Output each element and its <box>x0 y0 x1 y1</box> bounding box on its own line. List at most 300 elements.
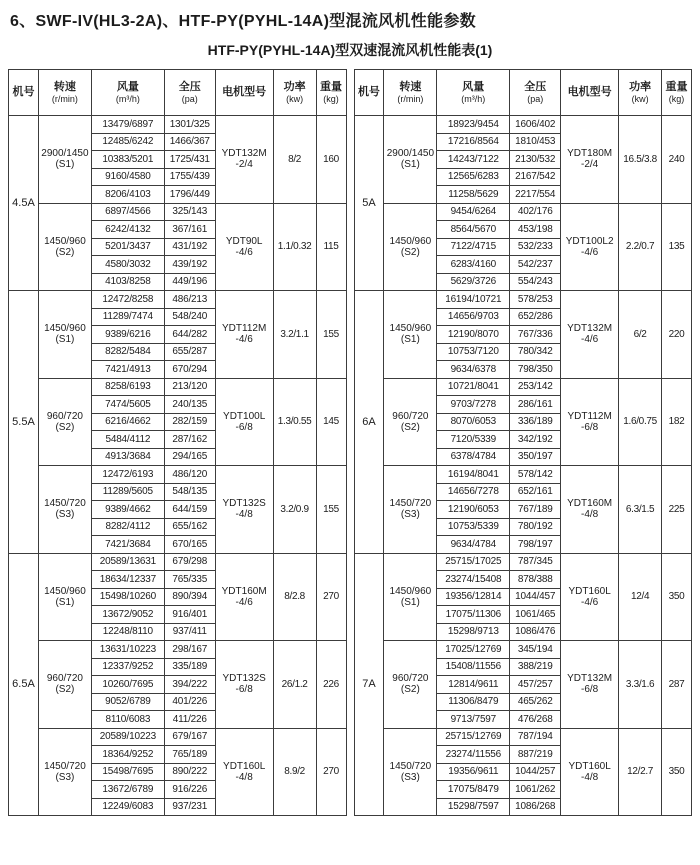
col-header-unit: (r/min) <box>51 93 78 104</box>
flow-cell: 4580/3032 <box>91 256 164 274</box>
weight-cell: 240 <box>662 116 692 204</box>
speed-note: (S3) <box>400 771 420 783</box>
speed-value: 2900/1450 <box>386 148 435 160</box>
weight-cell: 350 <box>662 728 692 816</box>
col-header-unit: (kg) <box>668 93 685 104</box>
speed-note: (S2) <box>400 246 420 258</box>
flow-cell: 10383/5201 <box>91 151 164 169</box>
speed-note: (S3) <box>400 509 420 521</box>
motor-cell <box>561 203 619 291</box>
speed-cell <box>38 378 91 466</box>
speed-value: 960/720 <box>46 673 83 685</box>
flow-cell: 12190/8070 <box>437 326 510 344</box>
pressure-cell: 548/240 <box>164 308 215 326</box>
col-header-label: 机号 <box>12 86 35 99</box>
performance-table-left <box>8 69 347 816</box>
pressure-cell: 453/198 <box>510 221 561 239</box>
pressure-cell: 2167/542 <box>510 168 561 186</box>
pressure-cell: 916/226 <box>164 781 215 799</box>
flow-cell: 13631/10223 <box>91 641 164 659</box>
flow-cell: 6897/4566 <box>91 203 164 221</box>
pressure-cell: 937/411 <box>164 623 215 641</box>
flow-cell: 11289/5605 <box>91 483 164 501</box>
motor-cell <box>561 291 619 379</box>
motor-poles: -6/8 <box>235 421 253 433</box>
speed-cell <box>38 553 91 641</box>
weight-cell: 182 <box>662 378 692 466</box>
table-row <box>354 116 692 134</box>
pressure-cell: 431/192 <box>164 238 215 256</box>
motor-cell <box>561 378 619 466</box>
flow-cell: 20589/13631 <box>91 553 164 571</box>
table-row <box>354 553 692 571</box>
col-header-label: 功率 <box>629 81 652 93</box>
table-row <box>354 203 692 221</box>
speed-cell <box>38 728 91 816</box>
weight-cell: 350 <box>662 553 692 641</box>
speed-value: 1450/960 <box>389 235 432 247</box>
col-header-4 <box>215 70 273 116</box>
flow-cell: 12814/9611 <box>437 676 510 694</box>
pressure-cell: 1044/257 <box>510 763 561 781</box>
flow-cell: 7474/5605 <box>91 396 164 414</box>
pressure-cell: 2130/532 <box>510 151 561 169</box>
flow-cell: 17216/8564 <box>437 133 510 151</box>
model-cell: 6A <box>354 291 384 554</box>
pressure-cell: 439/192 <box>164 256 215 274</box>
speed-cell <box>384 728 437 816</box>
header-row <box>9 70 347 116</box>
table-row <box>9 291 347 309</box>
speed-value: 1450/720 <box>389 760 432 772</box>
pressure-cell: 350/197 <box>510 448 561 466</box>
pressure-cell: 388/219 <box>510 658 561 676</box>
motor-model: YDT132S <box>222 498 266 510</box>
table-row <box>9 116 347 134</box>
flow-cell: 10260/7695 <box>91 676 164 694</box>
col-header-3 <box>164 70 215 116</box>
table-row <box>354 466 692 484</box>
motor-poles: -6/8 <box>235 684 253 696</box>
speed-cell <box>384 378 437 466</box>
col-header-unit: (m³/h) <box>115 93 140 104</box>
motor-poles: -4/8 <box>235 771 253 783</box>
speed-cell <box>384 553 437 641</box>
weight-cell: 270 <box>316 553 346 641</box>
speed-note: (S1) <box>55 334 75 346</box>
flow-cell: 5629/3726 <box>437 273 510 291</box>
flow-cell: 8282/5484 <box>91 343 164 361</box>
pressure-cell: 1606/402 <box>510 116 561 134</box>
flow-cell: 14656/9703 <box>437 308 510 326</box>
flow-cell: 7120/5339 <box>437 431 510 449</box>
pressure-cell: 1755/439 <box>164 168 215 186</box>
pressure-cell: 679/298 <box>164 553 215 571</box>
page-title: 6、SWF-IV(HL3-2A)、HTF-PY(PYHL-14A)型混流风机性能参数 <box>10 13 476 30</box>
flow-cell: 6242/4132 <box>91 221 164 239</box>
pressure-cell: 411/226 <box>164 711 215 729</box>
speed-cell <box>38 291 91 379</box>
flow-cell: 12190/6053 <box>437 501 510 519</box>
weight-cell: 225 <box>662 466 692 554</box>
table-row <box>9 466 347 484</box>
power-cell: 8/2.8 <box>273 553 316 641</box>
speed-cell <box>38 116 91 204</box>
motor-cell <box>215 116 273 204</box>
weight-cell: 145 <box>316 378 346 466</box>
pressure-cell: 286/161 <box>510 396 561 414</box>
flow-cell: 9389/6216 <box>91 326 164 344</box>
power-cell: 3.2/0.9 <box>273 466 316 554</box>
flow-cell: 20589/10223 <box>91 728 164 746</box>
weight-cell: 115 <box>316 203 346 291</box>
flow-cell: 5201/3437 <box>91 238 164 256</box>
motor-model: YDT132M <box>221 148 267 160</box>
motor-cell <box>561 116 619 204</box>
motor-model: YDT100L <box>223 410 266 422</box>
pressure-cell: 787/194 <box>510 728 561 746</box>
col-header-0 <box>354 70 384 116</box>
pressure-cell: 1466/367 <box>164 133 215 151</box>
col-header-label: 转速 <box>53 81 76 93</box>
pressure-cell: 345/194 <box>510 641 561 659</box>
speed-value: 960/720 <box>392 673 429 685</box>
flow-cell: 15298/7597 <box>437 798 510 816</box>
col-header-6 <box>662 70 692 116</box>
pressure-cell: 294/165 <box>164 448 215 466</box>
pressure-cell: 465/262 <box>510 693 561 711</box>
speed-cell <box>384 203 437 291</box>
speed-note: (S2) <box>55 684 75 696</box>
motor-model: YDT180M <box>567 148 613 160</box>
motor-cell <box>215 466 273 554</box>
motor-cell <box>215 291 273 379</box>
power-cell: 1.1/0.32 <box>273 203 316 291</box>
flow-cell: 14656/7278 <box>437 483 510 501</box>
col-header-5 <box>619 70 662 116</box>
flow-cell: 4103/8258 <box>91 273 164 291</box>
flow-cell: 15408/11556 <box>437 658 510 676</box>
pressure-cell: 1301/325 <box>164 116 215 134</box>
flow-cell: 11258/5629 <box>437 186 510 204</box>
flow-cell: 12565/6283 <box>437 168 510 186</box>
model-cell: 7A <box>354 553 384 816</box>
motor-cell <box>561 466 619 554</box>
flow-cell: 6378/4784 <box>437 448 510 466</box>
col-header-1 <box>38 70 91 116</box>
model-cell: 6.5A <box>9 553 39 816</box>
flow-cell: 4913/3684 <box>91 448 164 466</box>
speed-cell <box>384 291 437 379</box>
col-header-unit: (pa) <box>181 93 198 104</box>
flow-cell: 9052/6789 <box>91 693 164 711</box>
flow-cell: 9160/4580 <box>91 168 164 186</box>
speed-note: (S1) <box>55 159 75 171</box>
speed-cell <box>38 466 91 554</box>
power-cell: 8.9/2 <box>273 728 316 816</box>
flow-cell: 18634/12337 <box>91 571 164 589</box>
col-header-label: 转速 <box>399 81 422 93</box>
pressure-cell: 394/222 <box>164 676 215 694</box>
motor-poles: -6/8 <box>581 421 599 433</box>
model-cell: 4.5A <box>9 116 39 291</box>
pressure-cell: 1796/449 <box>164 186 215 204</box>
col-header-unit: (kg) <box>323 93 339 104</box>
model-cell: 5A <box>354 116 384 291</box>
speed-cell <box>384 466 437 554</box>
motor-model: YDT132M <box>567 323 613 335</box>
pressure-cell: 342/192 <box>510 431 561 449</box>
flow-cell: 15498/7695 <box>91 763 164 781</box>
flow-cell: 13672/6789 <box>91 781 164 799</box>
flow-cell: 13479/6897 <box>91 116 164 134</box>
speed-note: (S1) <box>55 596 75 608</box>
pressure-cell: 787/345 <box>510 553 561 571</box>
pressure-cell: 655/162 <box>164 518 215 536</box>
col-header-label: 重量 <box>665 81 688 93</box>
motor-model: YDT132M <box>567 673 613 685</box>
motor-poles: -4/6 <box>235 596 253 608</box>
motor-cell <box>215 553 273 641</box>
pressure-cell: 449/196 <box>164 273 215 291</box>
flow-cell: 11306/8479 <box>437 693 510 711</box>
flow-cell: 8258/6193 <box>91 378 164 396</box>
table-row <box>9 728 347 746</box>
flow-cell: 12248/8110 <box>91 623 164 641</box>
flow-cell: 14243/7122 <box>437 151 510 169</box>
power-cell: 12/2.7 <box>619 728 662 816</box>
motor-poles: -6/8 <box>581 684 599 696</box>
col-header-5 <box>273 70 316 116</box>
pressure-cell: 476/268 <box>510 711 561 729</box>
motor-poles: -4/6 <box>235 246 253 258</box>
motor-model: YDT160L <box>568 760 611 772</box>
power-cell: 1.6/0.75 <box>619 378 662 466</box>
flow-cell: 25715/12769 <box>437 728 510 746</box>
motor-model: YDT132S <box>222 673 266 685</box>
pressure-cell: 253/142 <box>510 378 561 396</box>
flow-cell: 7421/3684 <box>91 536 164 554</box>
col-header-1 <box>384 70 437 116</box>
motor-cell <box>561 553 619 641</box>
col-header-2 <box>91 70 164 116</box>
pressure-cell: 402/176 <box>510 203 561 221</box>
col-header-label: 功率 <box>283 81 306 93</box>
motor-poles: -4/6 <box>581 334 599 346</box>
speed-value: 2900/1450 <box>41 148 89 160</box>
speed-note: (S3) <box>55 509 75 521</box>
motor-cell <box>215 728 273 816</box>
flow-cell: 19356/12814 <box>437 588 510 606</box>
power-cell: 3.3/1.6 <box>619 641 662 729</box>
pressure-cell: 1810/453 <box>510 133 561 151</box>
flow-cell: 5484/4112 <box>91 431 164 449</box>
motor-cell <box>215 378 273 466</box>
pressure-cell: 2217/554 <box>510 186 561 204</box>
speed-value: 960/720 <box>46 410 83 422</box>
flow-cell: 12472/8258 <box>91 291 164 309</box>
pressure-cell: 548/135 <box>164 483 215 501</box>
pressure-cell: 655/287 <box>164 343 215 361</box>
pressure-cell: 890/394 <box>164 588 215 606</box>
flow-cell: 9634/6378 <box>437 361 510 379</box>
speed-value: 1450/720 <box>44 498 86 510</box>
motor-poles: -4/6 <box>581 246 599 258</box>
pressure-cell: 325/143 <box>164 203 215 221</box>
pressure-cell: 287/162 <box>164 431 215 449</box>
motor-model: YDT160L <box>223 760 266 772</box>
speed-cell <box>384 641 437 729</box>
weight-cell: 226 <box>316 641 346 729</box>
flow-cell: 11289/7474 <box>91 308 164 326</box>
flow-cell: 9389/4662 <box>91 501 164 519</box>
pressure-cell: 298/167 <box>164 641 215 659</box>
power-cell: 6.3/1.5 <box>619 466 662 554</box>
motor-poles: -4/8 <box>581 771 599 783</box>
pressure-cell: 937/231 <box>164 798 215 816</box>
table-row <box>354 728 692 746</box>
flow-cell: 15498/10260 <box>91 588 164 606</box>
motor-poles: -2/4 <box>581 159 599 171</box>
pressure-cell: 213/120 <box>164 378 215 396</box>
motor-poles: -4/8 <box>581 509 599 521</box>
flow-cell: 18364/9252 <box>91 746 164 764</box>
col-header-unit: (pa) <box>527 93 544 104</box>
motor-poles: -4/6 <box>581 596 599 608</box>
table-row <box>354 291 692 309</box>
table-row <box>354 641 692 659</box>
speed-value: 960/720 <box>392 410 429 422</box>
power-cell: 12/4 <box>619 553 662 641</box>
col-header-unit: (m³/h) <box>461 93 486 104</box>
speed-value: 1450/960 <box>44 323 86 335</box>
flow-cell: 6216/4662 <box>91 413 164 431</box>
speed-cell <box>38 203 91 291</box>
flow-cell: 10721/8041 <box>437 378 510 396</box>
motor-model: YDT90L <box>225 235 263 247</box>
power-cell: 8/2 <box>273 116 316 204</box>
flow-cell: 23274/11556 <box>437 746 510 764</box>
power-cell: 2.2/0.7 <box>619 203 662 291</box>
col-header-label: 全压 <box>178 81 201 93</box>
pressure-cell: 336/189 <box>510 413 561 431</box>
pressure-cell: 1086/476 <box>510 623 561 641</box>
flow-cell: 17075/8479 <box>437 781 510 799</box>
pressure-cell: 670/294 <box>164 361 215 379</box>
weight-cell: 220 <box>662 291 692 379</box>
power-cell: 3.2/1.1 <box>273 291 316 379</box>
speed-value: 1450/720 <box>44 760 86 772</box>
pressure-cell: 878/388 <box>510 571 561 589</box>
speed-note: (S1) <box>400 596 420 608</box>
flow-cell: 8564/5670 <box>437 221 510 239</box>
motor-model: YDT160L <box>568 585 611 597</box>
col-header-label: 重量 <box>320 81 343 93</box>
power-cell: 26/1.2 <box>273 641 316 729</box>
speed-value: 1450/960 <box>389 323 432 335</box>
weight-cell: 287 <box>662 641 692 729</box>
motor-cell <box>561 641 619 729</box>
table-row <box>354 378 692 396</box>
flow-cell: 8110/6083 <box>91 711 164 729</box>
motor-cell <box>561 728 619 816</box>
speed-note: (S3) <box>55 771 75 783</box>
speed-note: (S2) <box>400 421 420 433</box>
weight-cell: 155 <box>316 466 346 554</box>
pressure-cell: 401/226 <box>164 693 215 711</box>
pressure-cell: 798/350 <box>510 361 561 379</box>
flow-cell: 13672/9052 <box>91 606 164 624</box>
speed-value: 1450/960 <box>44 585 86 597</box>
table-row <box>9 553 347 571</box>
performance-tables <box>8 69 692 816</box>
pressure-cell: 780/192 <box>510 518 561 536</box>
col-header-unit: (r/min) <box>397 93 424 104</box>
speed-note: (S1) <box>400 334 420 346</box>
motor-poles: -4/6 <box>235 334 253 346</box>
flow-cell: 23274/15408 <box>437 571 510 589</box>
pressure-cell: 767/189 <box>510 501 561 519</box>
power-cell: 6/2 <box>619 291 662 379</box>
flow-cell: 7421/4913 <box>91 361 164 379</box>
pressure-cell: 367/161 <box>164 221 215 239</box>
flow-cell: 16194/8041 <box>437 466 510 484</box>
speed-note: (S2) <box>55 246 75 258</box>
model-cell: 5.5A <box>9 291 39 554</box>
pressure-cell: 890/222 <box>164 763 215 781</box>
pressure-cell: 335/189 <box>164 658 215 676</box>
col-header-0 <box>9 70 39 116</box>
flow-cell: 9634/4784 <box>437 536 510 554</box>
col-header-label: 电机型号 <box>222 86 267 99</box>
motor-model: YDT160M <box>567 498 613 510</box>
table-row <box>9 203 347 221</box>
weight-cell: 160 <box>316 116 346 204</box>
flow-cell: 19356/9611 <box>437 763 510 781</box>
table-subtitle: HTF-PY(PYHL-14A)型双速混流风机性能表(1) <box>207 42 493 58</box>
col-header-2 <box>437 70 510 116</box>
motor-model: YDT160M <box>221 585 267 597</box>
flow-cell: 8070/6053 <box>437 413 510 431</box>
pressure-cell: 652/286 <box>510 308 561 326</box>
pressure-cell: 1044/457 <box>510 588 561 606</box>
pressure-cell: 486/120 <box>164 466 215 484</box>
pressure-cell: 282/159 <box>164 413 215 431</box>
motor-model: YDT112M <box>222 323 267 335</box>
header-row <box>354 70 692 116</box>
pressure-cell: 1086/268 <box>510 798 561 816</box>
motor-poles: -2/4 <box>235 159 253 171</box>
pressure-cell: 798/197 <box>510 536 561 554</box>
col-header-3 <box>510 70 561 116</box>
col-header-unit: (kw) <box>631 93 649 104</box>
col-header-label: 机号 <box>357 86 380 99</box>
pressure-cell: 887/219 <box>510 746 561 764</box>
pressure-cell: 670/165 <box>164 536 215 554</box>
pressure-cell: 652/161 <box>510 483 561 501</box>
pressure-cell: 767/336 <box>510 326 561 344</box>
pressure-cell: 765/189 <box>164 746 215 764</box>
table-row <box>9 378 347 396</box>
power-cell: 1.3/0.55 <box>273 378 316 466</box>
flow-cell: 8206/4103 <box>91 186 164 204</box>
speed-note: (S2) <box>55 421 75 433</box>
flow-cell: 16194/10721 <box>437 291 510 309</box>
speed-cell <box>38 641 91 729</box>
col-header-6 <box>316 70 346 116</box>
flow-cell: 8282/4112 <box>91 518 164 536</box>
weight-cell: 270 <box>316 728 346 816</box>
